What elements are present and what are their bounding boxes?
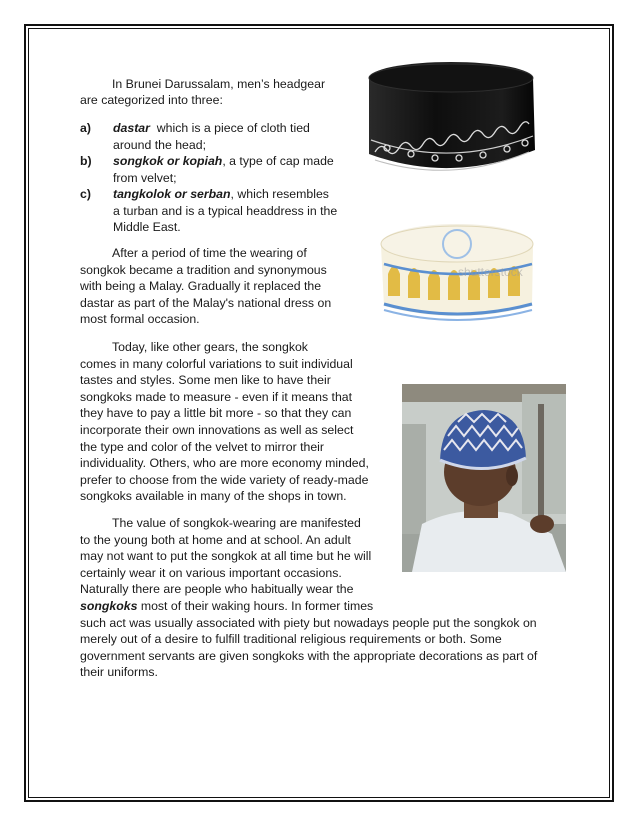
term-tangkolok: tangkolok or serban <box>113 187 231 201</box>
paragraph-line: Today, like other gears, the songkok <box>112 340 308 354</box>
paragraph-line: songkok became a tradition and synonymous <box>80 262 327 277</box>
intro-line-2: are categorized into three: <box>80 93 223 107</box>
paragraph-line <box>80 598 373 615</box>
paragraph-line: songkoks available in many of the shops in town. <box>80 489 347 504</box>
paragraph-line: they have to pay a little bit more - so that they can <box>80 406 352 421</box>
paragraph-line: with being a Malay. Gradually it replaced the <box>80 279 322 294</box>
list-text: , a type of cap made <box>222 154 334 168</box>
paragraph-line: merely out of a desire to fulfill traditional religious requirements or both. Some <box>80 632 502 647</box>
paragraph-line: incorporate their own innovations as well as select <box>80 423 354 437</box>
intro-line-1: In Brunei Darussalam, men’s headgear <box>112 77 326 91</box>
term-dastar: dastar <box>113 121 150 135</box>
list-text: which is a piece of cloth tied <box>149 121 310 135</box>
paragraph-line: comes in many colorful variations to suit individual <box>80 356 353 371</box>
paragraph-line: dastar as part of the Malay's national dress on <box>80 295 332 310</box>
list-item-dastar <box>80 120 360 154</box>
paragraph-line: songkoks made to measure - even if it means that <box>80 389 353 404</box>
paragraph-line: Naturally there are people who habitually wear the <box>80 582 354 597</box>
watermark: shutterstock <box>458 265 523 279</box>
paragraph-line: After a period of time the wearing of <box>112 246 307 260</box>
crochet-cap-photo <box>362 214 552 330</box>
term-songkok: songkok or kopiah <box>113 154 223 168</box>
paragraph-line: The value of songkok-wearing are manifested <box>112 516 361 530</box>
list-text: around the head; <box>113 137 206 152</box>
paragraph-line: government servants are given songkoks with the appropriate decorations as part of <box>80 648 538 663</box>
man-kufi-photo <box>402 384 566 572</box>
paragraph-line: such act was usually associated with piety but nowadays people put the songkok on <box>80 615 537 630</box>
list-text: Middle East. <box>113 220 181 235</box>
paragraph-line: the type and color of the velvet to mirror their <box>80 439 325 454</box>
list-item-songkok <box>80 153 360 187</box>
black-songkok-photo <box>359 56 543 184</box>
list-marker: b) <box>80 154 92 168</box>
list-text: from velvet; <box>113 170 177 185</box>
term-songkoks: songkoks <box>80 599 138 613</box>
paragraph-line: their uniforms. <box>80 665 158 680</box>
list-text: , which resembles <box>230 187 329 201</box>
paragraph-text: most of their waking hours. In former times <box>137 599 374 613</box>
paragraph-line: certainly wear it on various important occasions. <box>80 565 342 580</box>
list-marker: a) <box>80 121 91 135</box>
list-text: a turban and is a typical headdress in the <box>113 203 338 218</box>
paragraph-line: may not want to put the songkok at all time but he will <box>80 549 372 564</box>
list-item-tangkolok <box>80 186 360 236</box>
list-marker: c) <box>80 187 91 201</box>
paragraph-line: to the young both at home and at school. An adult <box>80 532 351 547</box>
paragraph-line: prefer to choose from the wide variety of ready-made <box>80 472 369 487</box>
paragraph-line: tastes and styles. Some men like to have their <box>80 373 331 388</box>
paragraph-line: most formal occasion. <box>80 312 200 327</box>
paragraph-line: individuality. Others, who are more economy minded, <box>80 456 369 471</box>
